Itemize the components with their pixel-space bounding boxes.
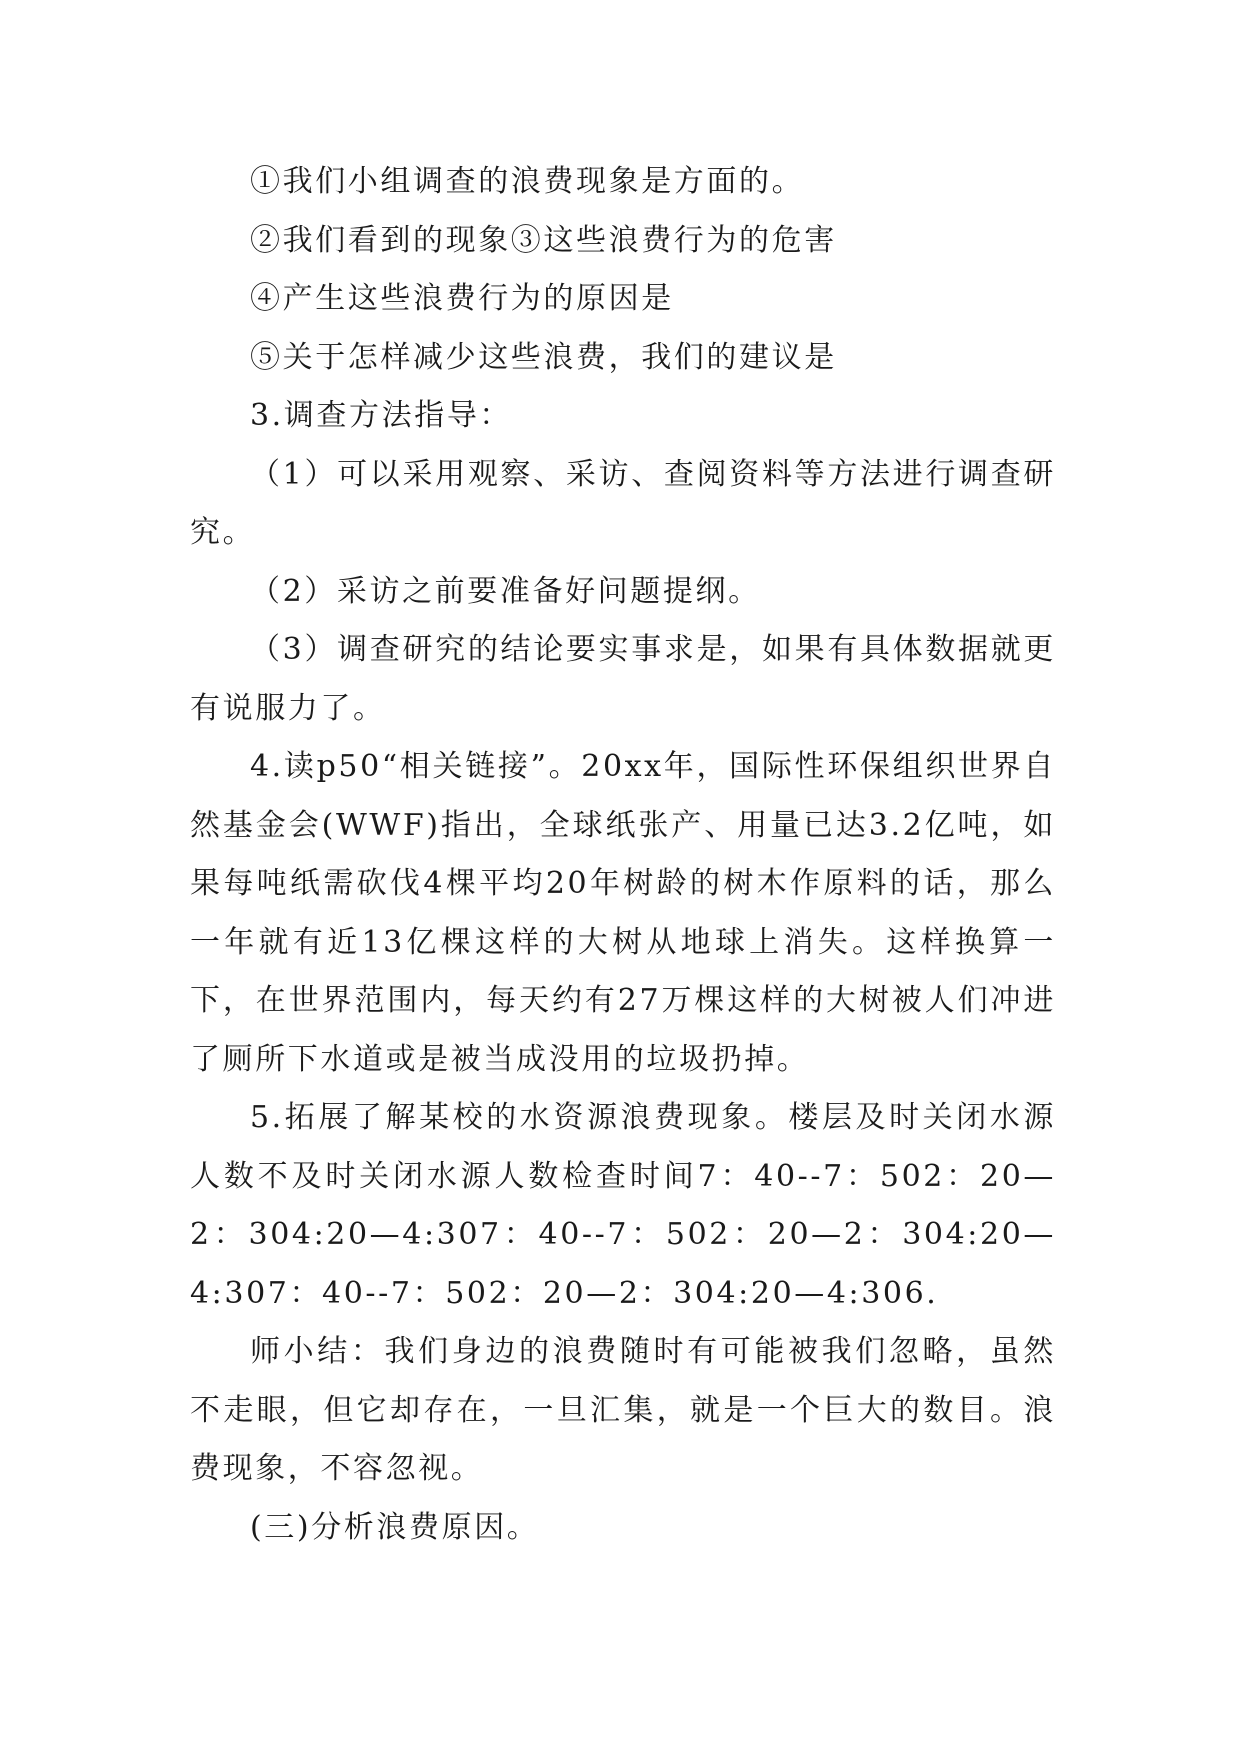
paragraph-water-waste: 5.拓展了解某校的水资源浪费现象。楼层及时关闭水源人数不及时关闭水源人数检查时间7：40--7：502：20—2：304:20—4:307：40--7：502：20—2：304:20—4:307：40--7：502：20—2：304:20—4:306. [190,1100,1056,1311]
document-body [190,153,1056,1557]
paragraph-method-1: （1）可以采用观察、采访、查阅资料等方法进行调查研究。 [190,456,1056,550]
paragraph-item-1: ①我们小组调查的浪费现象是方面的。 [250,164,805,199]
paragraph-related-link: 4.读p50“相关链接”。20xx年，国际性环保组织世界自然基金会(WWF)指出，全球纸张产、用量已达3.2亿吨，如果每吨纸需砍伐4棵平均20年树龄的树木作原料的话，那么一年就有近13亿棵这样的大树从地球上消失。这样换算一下，在世界范围内，每天约有27万棵这样的大树被人们冲进了厕所下水道或是被当成没用的垃圾扔掉。 [190,749,1056,1077]
paragraph-item-2: ②我们看到的现象③这些浪费行为的危害 [250,222,837,258]
paragraph-method-2: （2）采访之前要准备好问题提纲。 [250,573,761,609]
paragraph-method-3: （3）调查研究的结论要实事求是，如果有具体数据就更有说服力了。 [190,632,1056,726]
paragraph-section-heading: (三)分析浪费原因。 [250,1509,540,1545]
paragraph-item-4: ⑤关于怎样减少这些浪费，我们的建议是 [250,339,837,375]
paragraph-teacher-summary: 师小结：我们身边的浪费随时有可能被我们忽略，虽然不走眼，但它却存在，一旦汇集，就是一个巨大的数目。浪费现象，不容忽视。 [190,1334,1056,1486]
paragraph-method-heading: 3.调查方法指导： [250,398,513,433]
paragraph-item-3: ④产生这些浪费行为的原因是 [250,281,674,316]
